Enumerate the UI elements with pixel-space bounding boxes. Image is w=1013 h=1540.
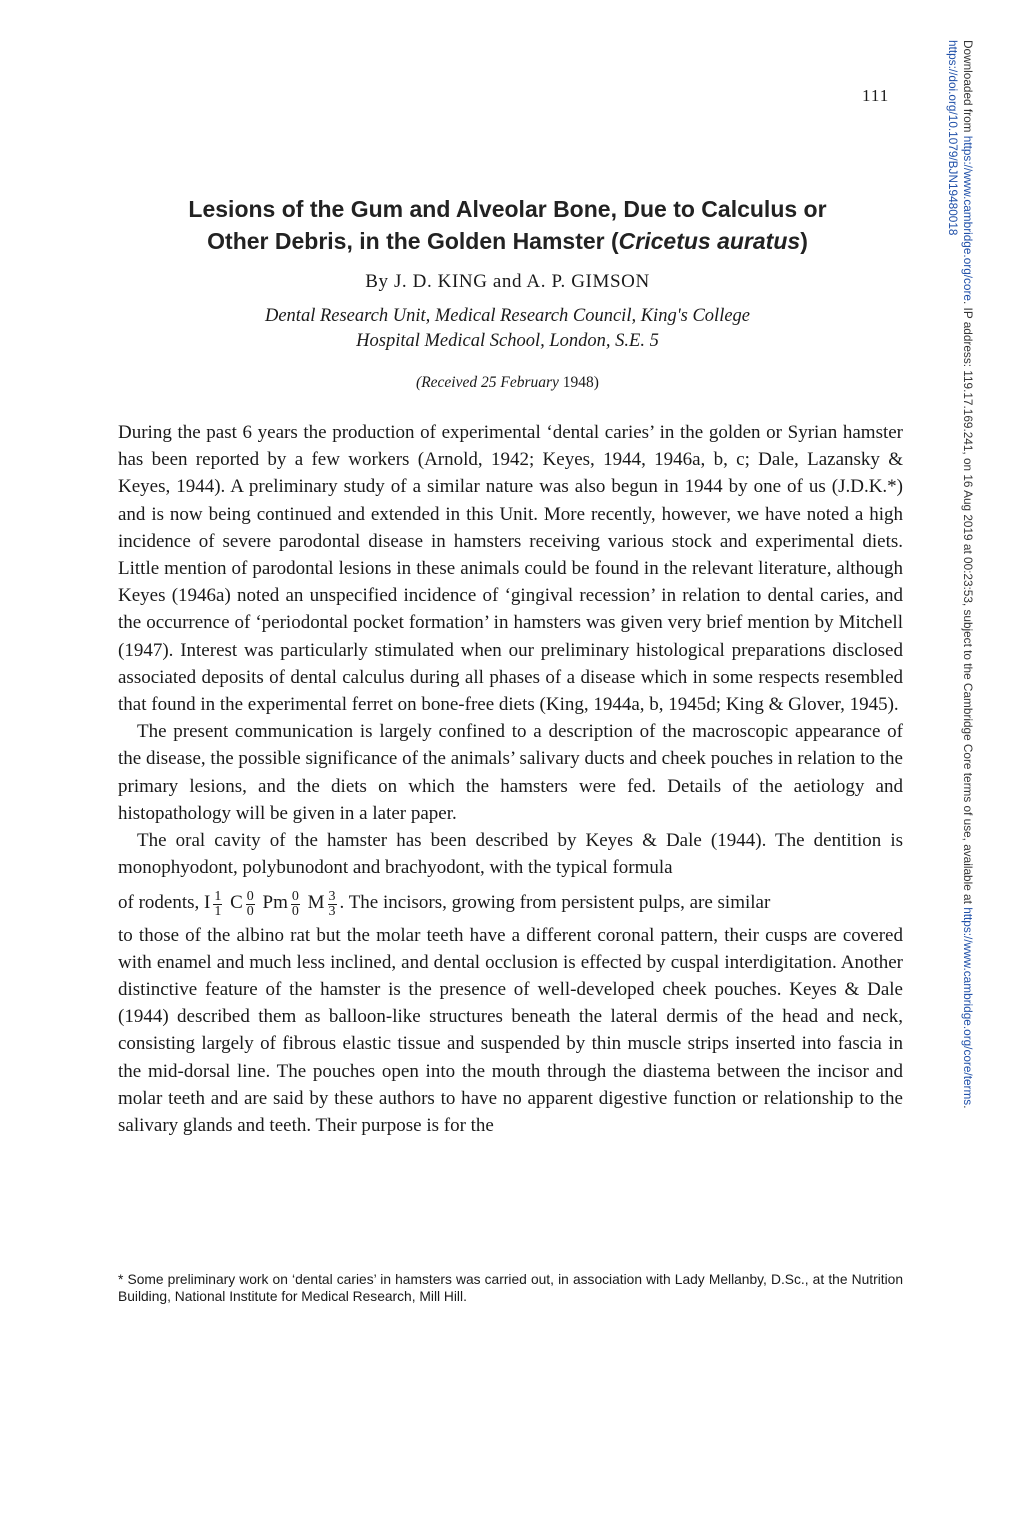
incisor-upper: 1 <box>214 888 222 904</box>
received-month: February <box>500 374 559 391</box>
download-suffix: . <box>961 1105 975 1109</box>
article-body <box>118 419 903 1139</box>
received-date <box>100 374 915 392</box>
molar-upper: 3 <box>328 888 336 904</box>
molar-lower: 3 <box>328 903 336 919</box>
paragraph-3-continuation: to those of the albino rat but the molar teeth have a different coronal pattern, their cusps are covered with enamel and much less inclined, and dental occlusion is effected by cuspal interdigitation. Another distinctive feature of the hamster is the presence of well-developed cheek pouches. Keyes & Dale (1944) described them as balloon-like structures beneath the lateral dermis of the head and neck, consisting largely of fibrous elastic tissue and suspended by thin muscle strips inserted into fascia in the mid-dorsal line. The pouches open into the mouth through the diastema between the incisor and molar teeth and are said by these authors to have no apparent digestive function or relationship to the salivary glands and teeth. Their purpose is for the <box>118 924 903 1137</box>
premolar-fraction <box>291 890 300 919</box>
formula-prefix: of rodents, <box>118 892 205 914</box>
authors-byline: By J. D. KING and A. P. GIMSON <box>365 271 650 292</box>
formula-premolar-label: Pm <box>262 892 288 914</box>
title-line-2-suffix: ) <box>800 228 808 254</box>
premolar-lower: 0 <box>291 903 299 919</box>
page-number: 111 <box>862 86 890 105</box>
received-suffix: 1948) <box>558 374 599 391</box>
formula-suffix: . The incisors, growing from persistent pulps, are similar <box>339 892 771 914</box>
title-line-2 <box>100 225 915 257</box>
paragraph-3: The oral cavity of the hamster has been described by Keyes & Dale (1944). The dentition is monophyodont, polybunodont and brachyodont, with the typical formula <box>118 830 903 879</box>
incisor-lower: 1 <box>214 903 222 919</box>
footnote: * Some preliminary work on ‘dental caries’ in hamsters was carried out, in association with Lady Mellanby, D.Sc., at the Nutrition Building, National Institute for Medical Research, Mill Hill. <box>118 1272 903 1304</box>
incisor-fraction <box>213 890 222 919</box>
formula-incisor-label: I <box>204 892 211 914</box>
download-prefix: Downloaded from <box>961 40 975 136</box>
title-line-2-prefix: Other Debris, in the Golden Hamster ( <box>207 228 619 254</box>
terms-link[interactable]: https://www.cambridge.org/core/terms <box>961 907 975 1106</box>
premolar-upper: 0 <box>291 888 299 904</box>
affiliation <box>100 304 915 354</box>
download-notice <box>945 40 975 1540</box>
molar-fraction <box>328 890 337 919</box>
article-title <box>100 193 915 257</box>
title-line-1: Lesions of the Gum and Alveolar Bone, Due to Calculus or <box>188 196 827 222</box>
affiliation-line-2: Hospital Medical School, London, S.E. 5 <box>356 331 659 351</box>
cambridge-core-link[interactable]: https://www.cambridge.org/core <box>961 135 975 301</box>
download-notice-line <box>960 40 975 1540</box>
received-prefix: (Received 25 <box>416 374 501 391</box>
formula-canine-label: C <box>230 892 243 914</box>
canine-lower: 0 <box>246 903 254 919</box>
canine-upper: 0 <box>246 888 254 904</box>
species-name: Cricetus auratus <box>618 228 801 254</box>
paragraph-1: During the past 6 years the production of experimental ‘dental caries’ in the golden or Syrian hamster has been reported by a few workers (Arnold, 1942; Keyes, 1944, 1946a, b, c; Dale, Lazansky & Keyes, 1944). A preliminary study of a similar nature was also begun in 1944 by one of us (J.D.K.*) and is now being continued and extended in this Unit. More recently, however, we have noted a high incidence of severe parodontal disease in hamsters receiving various stock and experimental diets. Little mention of parodontal lesions in these animals could be found in the relevant literature, although Keyes (1946a) noted an unspecified incidence of ‘gingival recession’ in relation to dental caries, and the occurrence of ‘periodontal pocket formation’ in hamsters was given very brief mention by Mitchell (1947). Interest was particularly stimulated when our preliminary histological preparations disclosed associated deposits of dental calculus during all phases of a disease which in some respects resembled that found in the experimental ferret on bone-free diets (King, 1944a, b, 1945d; King & Glover, 1945). <box>118 422 903 716</box>
dental-formula-line <box>118 881 903 921</box>
formula-molar-label: M <box>307 892 325 914</box>
canine-fraction <box>246 890 255 919</box>
doi-link[interactable]: https://doi.org/10.1079/BJN19480018 <box>946 40 960 236</box>
download-mid: . IP address: 119.17.169.241, on 16 Aug 2019 at 00:23:53, subject to the Cambridge Core terms of use, available at <box>961 300 975 908</box>
affiliation-line-1: Dental Research Unit, Medical Research Council, King's College <box>264 306 751 326</box>
paragraph-2: The present communication is largely confined to a description of the macroscopic appearance of the disease, the possible significance of the animals’ salivary ducts and cheek pouches in relation to the primary lesions, and the diets on which the hamsters were fed. Details of the aetiology and histopathology will be given in a later paper. <box>118 721 903 824</box>
